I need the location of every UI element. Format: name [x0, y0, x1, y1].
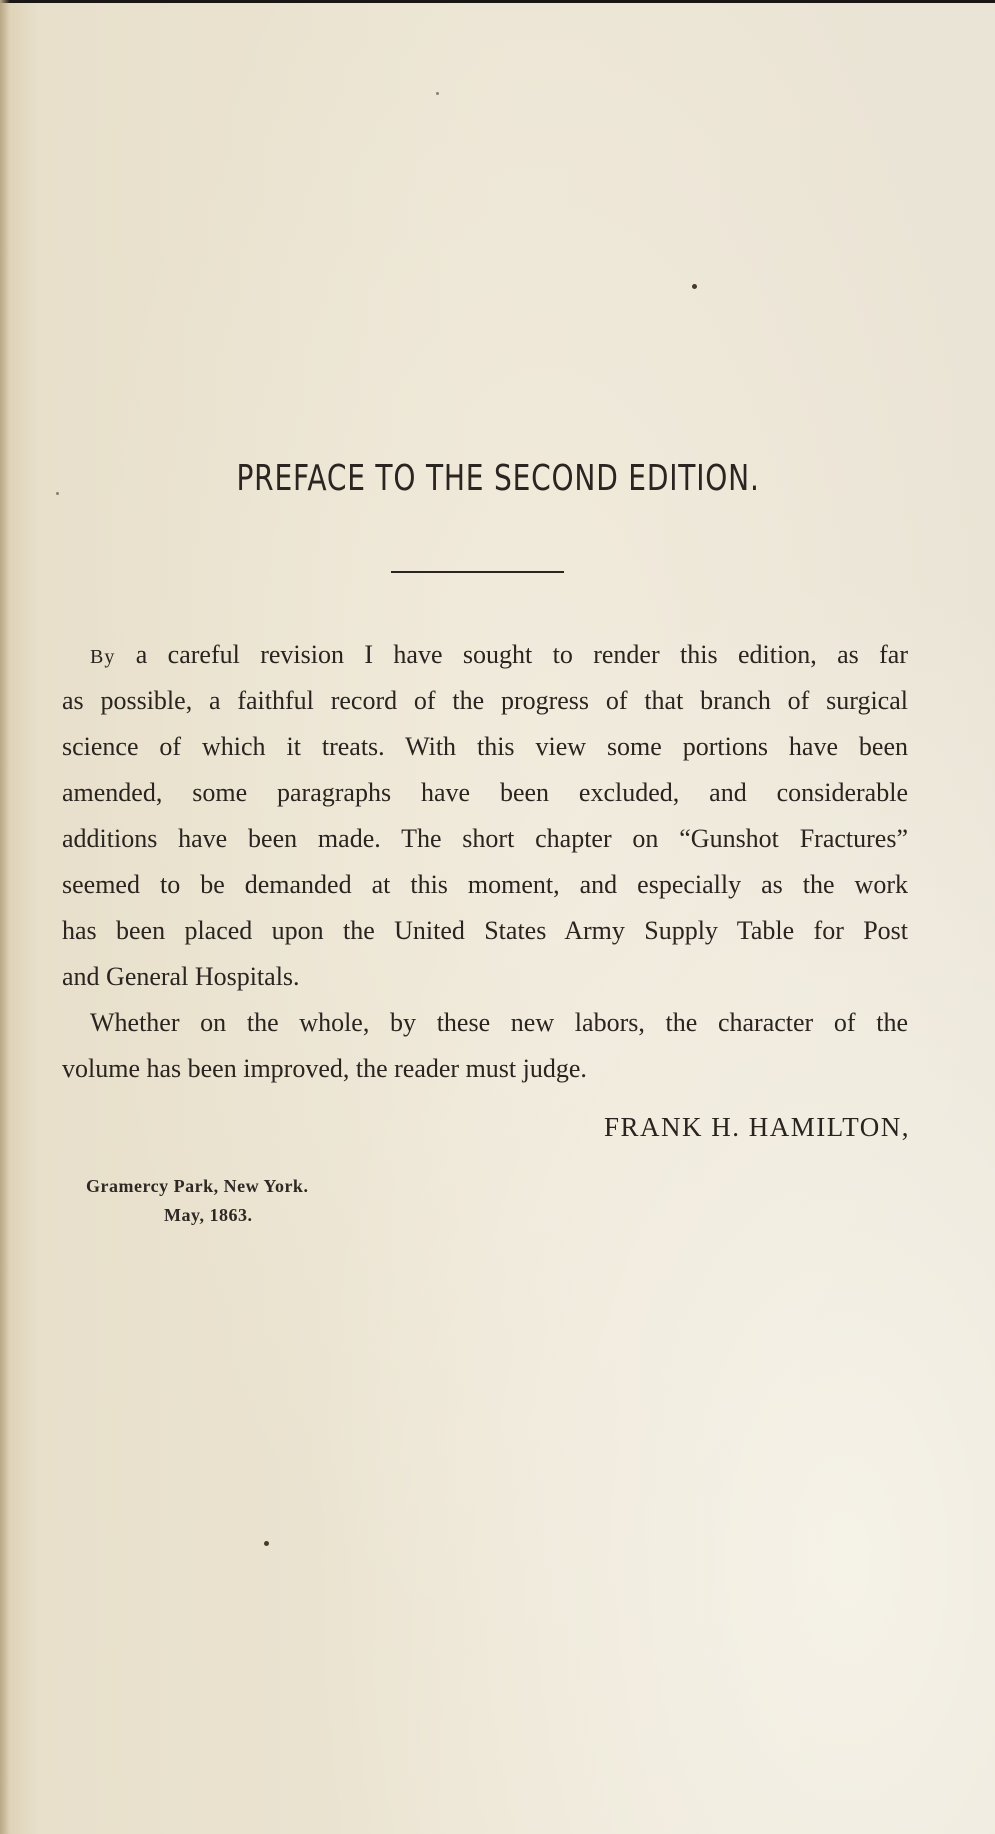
- paragraph2-line-2: volume has been improved, the reader must judge.: [62, 1054, 587, 1083]
- paragraph1-line-1-text: a careful revision I have sought to render this edition, as far: [115, 640, 908, 669]
- paragraph1-line-1: [62, 632, 908, 678]
- author-signature: FRANK H. HAMILTON,: [603, 1112, 910, 1142]
- date-line: May, 1863.: [164, 1205, 253, 1225]
- place-line: Gramercy Park, New York.: [86, 1176, 309, 1196]
- ink-speck: [436, 92, 439, 95]
- preface-body: [62, 632, 908, 1092]
- ink-speck: [264, 1541, 269, 1546]
- paragraph1-line-5: additions have been made. The short chapter on “Gunshot Fractures”: [62, 824, 908, 853]
- paragraph1-line-2: as possible, a faithful record of the progress of that branch of surgical: [62, 686, 908, 715]
- page-left-edge-shadow: [0, 0, 10, 1834]
- paragraph1-lead: By: [90, 646, 116, 668]
- ink-speck: [692, 284, 697, 289]
- paragraph1-line-8: and General Hospitals.: [62, 962, 300, 991]
- paragraph1-line-6: seemed to be demanded at this moment, and especially as the work: [62, 870, 908, 899]
- page-top-edge: [0, 0, 995, 3]
- ink-speck: [56, 492, 59, 495]
- title-rule: [391, 571, 564, 573]
- paragraph2-line-1: Whether on the whole, by these new labors, the character of the: [90, 1008, 908, 1037]
- paragraph1-line-3: science of which it treats. With this view some portions have been: [62, 732, 908, 761]
- paragraph1-line-7: has been placed upon the United States Army Supply Table for Post: [62, 916, 908, 945]
- paragraph1-line-4: amended, some paragraphs have been excluded, and considerable: [62, 778, 908, 807]
- preface-title: PREFACE TO THE SECOND EDITION.: [236, 458, 760, 499]
